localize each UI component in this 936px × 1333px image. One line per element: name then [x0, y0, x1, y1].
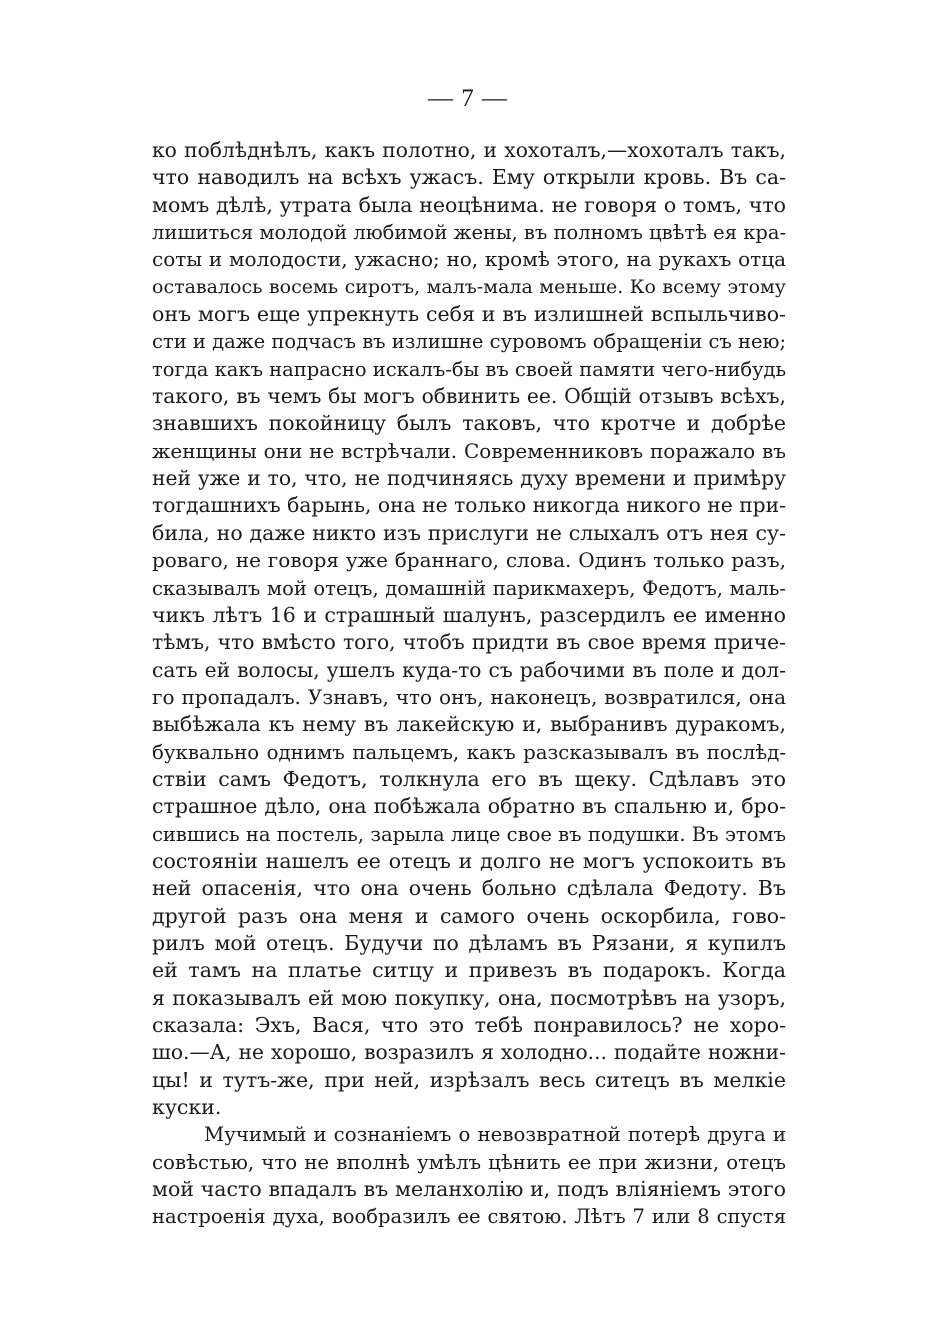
text-line: рилъ мой отецъ. Будучи по дѣламъ въ Рязани, я купилъ: [152, 930, 786, 955]
text-line: я показывалъ ей мою покупку, она, посмотрѣвъ на узоръ,: [152, 985, 786, 1010]
paragraph-2: [152, 1121, 786, 1230]
text-line: ко поблѣднѣлъ, какъ полотно, и хохоталъ,—хохоталъ такъ,: [152, 138, 786, 162]
text-line: буквально однимъ пальцемъ, какъ разсказывалъ въ послѣд-: [152, 740, 786, 764]
text-line: сившись на постель, зарыла лице свое въ подушки. Въ этомъ: [152, 822, 786, 846]
paragraph-1: [152, 137, 786, 1121]
text-line: Мучимый и сознаніемъ о невозвратной потерѣ друга и: [204, 1123, 786, 1147]
text-line: куски.: [152, 1095, 222, 1120]
text-line: оставалось восемь сиротъ, малъ-мала меньше. Ко всему этому: [152, 275, 786, 298]
text-line: тогдашнихъ барынь, она не только никогда никого не при-: [152, 493, 786, 518]
text-line: ей тамъ на платье ситцу и привезъ въ подарокъ. Когда: [152, 958, 786, 983]
text-line: ней опасенія, что она очень больно сдѣлала Федоту. Въ: [152, 876, 786, 901]
text-line: настроенія духа, вообразилъ ее святою. Лѣтъ 7 или 8 спустя: [152, 1205, 786, 1229]
text-line: ствіи самъ Федотъ, толкнула его въ щеку. Сдѣлавъ это: [152, 766, 786, 791]
text-line: мой часто впадалъ въ меланхолію и, подъ вліяніемъ этого: [152, 1177, 786, 1202]
text-line: выбѣжала къ нему въ лакейскую и, выбранивъ дуракомъ,: [152, 712, 786, 737]
text-line: шо.—А, не хорошо, возразилъ я холодно... подайте ножни-: [152, 1040, 786, 1065]
text-line: онъ могъ еще упрекнуть себя и въ излишней вспыльчиво-: [152, 302, 786, 327]
text-line: ней уже и то, что, не подчиняясь духу времени и примѣру: [152, 466, 786, 491]
text-line: тѣмъ, что вмѣсто того, чтобъ придти въ свое время приче-: [152, 630, 786, 655]
text-line: сказала: Эхъ, Вася, что это тебѣ понравилось? не хоро-: [152, 1013, 786, 1037]
text-line: момъ дѣлѣ, утрата была неоцѣнима. не говоря о томъ, что: [152, 192, 786, 217]
text-line: совѣстью, что не вполнѣ умѣлъ цѣнить ее при жизни, отецъ: [152, 1150, 786, 1174]
text-line: соты и молодости, ужасно; но, кромѣ этого, на рукахъ отца: [152, 247, 786, 272]
text-line: чикъ лѣтъ 16 и страшный шалунъ, разсердилъ ее именно: [152, 602, 786, 627]
text-line: такого, въ чемъ бы могъ обвинить ее. Общій отзывъ всѣхъ,: [152, 384, 786, 409]
text-line: состояніи нашелъ ее отецъ и долго не могъ успокоить въ: [152, 848, 786, 873]
text-line: женщины они не встрѣчали. Современниковъ поражало въ: [152, 438, 786, 463]
text-line: сти и даже подчасъ въ излишне суровомъ обращеніи съ нею;: [152, 330, 786, 354]
text-line: лишиться молодой любимой жены, въ полномъ цвѣтѣ ея кра-: [152, 221, 786, 245]
text-line: цы! и тутъ-же, при ней, изрѣзалъ весь ситецъ въ мелкіе: [152, 1067, 786, 1092]
body-text: [152, 137, 786, 1231]
text-line: го пропадалъ. Узнавъ, что онъ, наконецъ, возвратился, она: [152, 684, 786, 709]
page-number: — 7 —: [428, 85, 508, 112]
text-line: сать ей волосы, ушелъ куда-то съ рабочими въ поле и дол-: [152, 657, 786, 682]
text-line: роваго, не говоря уже браннаго, слова. Одинъ только разъ,: [152, 548, 786, 573]
text-line: знавшихъ покойницу былъ таковъ, что кротче и добрѣе: [152, 411, 786, 436]
text-line: тогда какъ напрасно искалъ-бы въ своей памяти чего-нибудь: [152, 357, 786, 381]
text-line: страшное дѣло, она побѣжала обратно въ спальню и, бро-: [152, 794, 786, 819]
text-line: била, но даже никто изъ прислуги не слыхалъ отъ нея су-: [152, 520, 786, 545]
text-line: сказывалъ мой отецъ, домашній парикмахеръ, Федотъ, маль-: [152, 576, 786, 600]
text-line: другой разъ она меня и самого очень оскорбила, гово-: [152, 903, 786, 928]
text-line: что наводилъ на всѣхъ ужасъ. Ему открыли кровь. Въ са-: [152, 165, 786, 190]
